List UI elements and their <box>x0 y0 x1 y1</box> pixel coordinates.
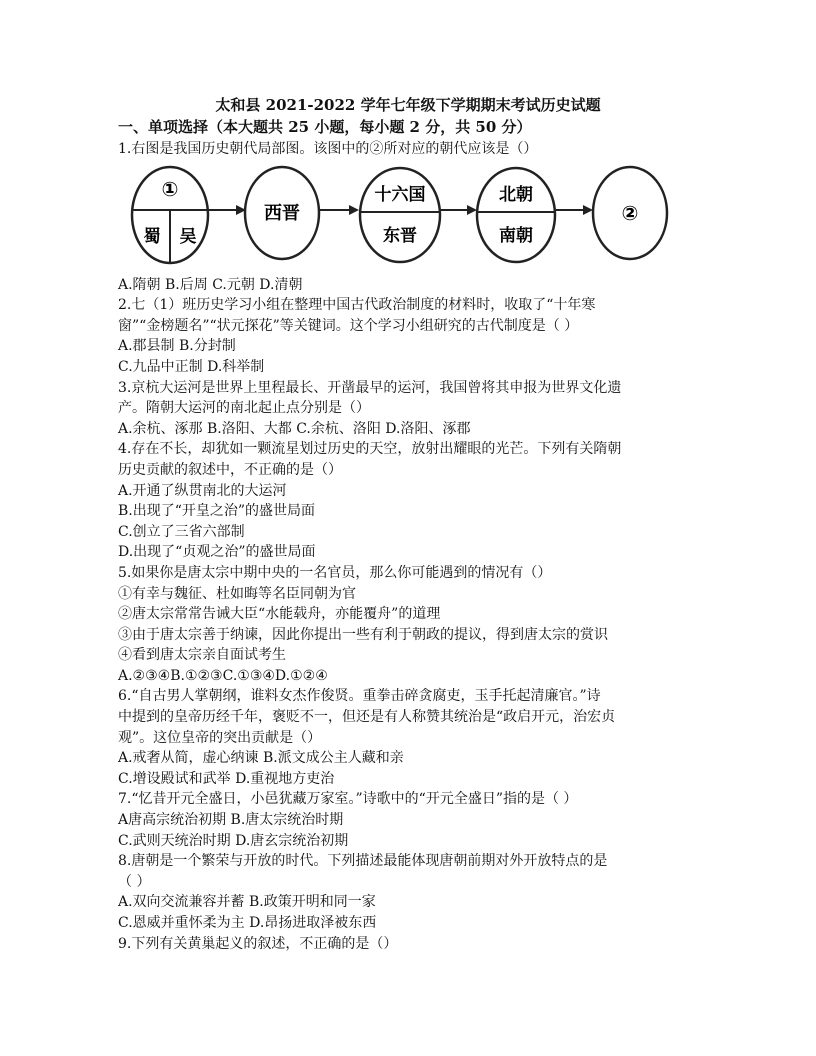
diagram-node-1 <box>132 167 208 263</box>
diagram-node-1-right: 吴 <box>179 226 197 247</box>
question-6-options-1: A.戒奢从简，虚心纳谏 B.派文成公主人藏和亲 <box>118 750 404 767</box>
page-title: 太和县 2021-2022 学年七年级下学期期末考试历史试题 <box>215 96 601 114</box>
question-1-options: A.隋朝 B.后周 C.元朝 D.清朝 <box>118 276 303 293</box>
question-2-options-1: A.郡县制 B.分封制 <box>118 338 236 355</box>
question-7-options-1: A唐高宗统治初期 B.唐太宗统治时期 <box>118 812 344 829</box>
question-4-option-b: B.出现了“开皇之治”的盛世局面 <box>118 503 316 520</box>
question-1-stem: 1.右图是我国历史朝代局部图。该图中的②所对应的朝代应该是（） <box>118 141 538 157</box>
diagram-node-1-top: ① <box>161 176 179 201</box>
question-3-stem-1: 3.京杭大运河是世界上里程最长、开凿最早的运河，我国曾将其申报为世界文化遗 <box>118 379 622 396</box>
question-8-options-2: C.恩威并重怀柔为主 D.昂扬进取泽被东西 <box>118 915 377 931</box>
question-6-stem-2: 中提到的皇帝历经千年，褒贬不一，但还是有人称赞其统治是“政启开元，治宏贞 <box>118 709 616 726</box>
question-6-options-2: C.增设殿试和武举 D.重视地方吏治 <box>118 770 335 787</box>
question-8-options-1: A.双向交流兼容并蓄 B.政策开明和同一家 <box>118 894 376 911</box>
dynasty-diagram <box>118 160 708 275</box>
question-8-stem-1: 8.唐朝是一个繁荣与开放的时代。下列描述最能体现唐朝前期对外开放特点的是 <box>118 853 608 870</box>
dynasty-diagram-svg <box>118 162 708 272</box>
diagram-node-1-left: 蜀 <box>143 226 161 247</box>
diagram-node-2-label: 西晋 <box>264 202 300 224</box>
question-2-stem-1: 2.七（1）班历史学习小组在整理中国古代政治制度的材料时，收取了“十年寒 <box>118 297 596 314</box>
question-4-option-c: C.创立了三省六部制 <box>118 523 245 540</box>
question-4-stem-2: 历史贡献的叙述中，不正确的是（） <box>118 461 342 478</box>
question-9-stem: 9.下列有关黄巢起义的叙述，不正确的是（） <box>118 935 398 952</box>
diagram-node-3 <box>360 168 440 262</box>
question-3-options: A.余杭、涿那 B.洛阳、大都 C.余杭、洛阳 D.洛阳、涿郡 <box>118 420 471 437</box>
question-2-stem-2: 窗”“金榜题名”“状元探花”等关键词。这个学习小组研究的古代制度是（ ） <box>118 317 579 334</box>
diagram-node-4-bottom: 南朝 <box>499 225 533 246</box>
question-7-stem: 7.“忆昔开元全盛日，小邑犹藏万家室。”诗歌中的“开元全盛日”指的是（ ） <box>118 791 578 808</box>
question-6-stem-3: 观”。这位皇帝的突出贡献是（） <box>118 729 322 746</box>
question-7-options-2: C.武则天统治时期 D.唐玄宗统治初期 <box>118 832 349 849</box>
question-8-stem-2: （ ） <box>118 873 151 890</box>
question-6-stem-1: 6.“自古男人掌朝纲，谁料女杰作俊贤。重拳击碎贪腐吏，玉手托起清廉官。”诗 <box>118 688 601 705</box>
question-5-item-3: ③由于唐太宗善于纳谏，因此你提出一些有利于朝政的提议，得到唐太宗的赏识 <box>118 626 608 643</box>
diagram-node-4-top: 北朝 <box>499 184 533 205</box>
diagram-node-3-top: 十六国 <box>374 184 426 205</box>
question-5-options: A.②③④B.①②③C.①③④D.①②④ <box>118 667 328 684</box>
question-5-stem: 5.如果你是唐太宗中期中央的一名官员，那么你可能遇到的情况有（） <box>118 564 552 581</box>
question-5-item-2: ②唐太宗常常告诫大臣“水能载舟，亦能覆舟”的道理 <box>118 606 441 623</box>
question-5-item-1: ①有幸与魏征、杜如晦等名臣同朝为官 <box>118 585 356 602</box>
diagram-node-5 <box>593 167 667 259</box>
diagram-node-5-label: ② <box>621 200 639 225</box>
diagram-node-3-bottom: 东晋 <box>383 225 417 246</box>
question-4-option-a: A.开通了纵贯南北的大运河 <box>118 482 287 499</box>
question-4-stem-1: 4.存在不长，却犹如一颗流星划过历史的天空，放射出耀眼的光芒。下列有关隋朝 <box>118 441 622 458</box>
question-4-option-d: D.出现了“贞观之治”的盛世局面 <box>118 544 316 561</box>
section-heading: 一、单项选择（本大题共 25 小题，每小题 2 分，共 50 分） <box>118 118 532 136</box>
diagram-node-4 <box>477 168 555 262</box>
question-3-stem-2: 产。隋朝大运河的南北起止点分别是（） <box>118 400 370 417</box>
question-list <box>118 139 708 954</box>
question-5-item-4: ④看到唐太宗亲自面试考生 <box>118 647 286 664</box>
question-2-options-2: C.九品中正制 D.科举制 <box>118 358 265 375</box>
diagram-node-2 <box>245 167 319 259</box>
